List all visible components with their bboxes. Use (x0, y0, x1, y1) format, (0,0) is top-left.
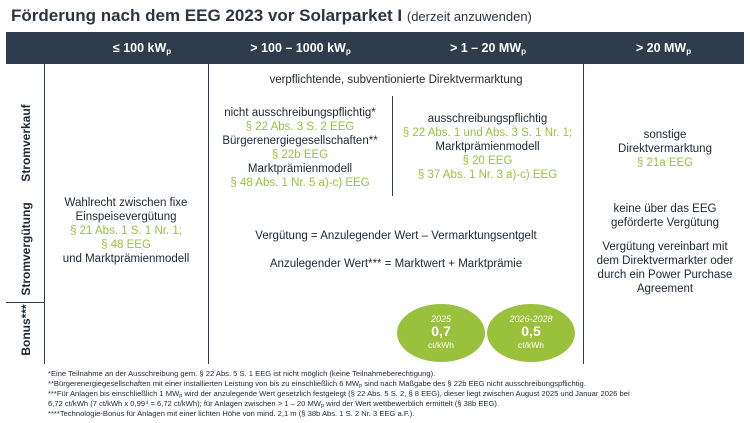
footnote-2: **Bürgerenergiegesellschaften mit einer installierten Leistung von bis zu einschließlich 6 $MW_p$ sind nach Maßgabe des § 22b EEG nicht ausschreibungspflichtig. (48, 379, 586, 389)
footnote-1: *Eine Teilnahme an der Ausschreibung gem. § 22 Abs. 5 S. 1 EEG ist nicht möglich (keine Teilnahmeberechtigung). (48, 369, 436, 378)
cell-col1-wahlrecht: Wahlrecht zwischen fixe Einspeisevergütung § 21 Abs. 1 S. 1 Nr. 1; § 48 EEG und Marktprämienmodell (62, 197, 190, 265)
row-label-stromverguetung: Stromvergütung (19, 202, 33, 296)
cell-col2-nicht-ausschreibungspflichtig: nicht ausschreibungspflichtig* § 22 Abs. 3 S. 2 EEG Bürgerenergiegesellschaften** § 22b EEG Marktprämienmodell § 48 Abs. 1 Nr. 5 a)-c) EEG (222, 107, 378, 189)
title-main: Förderung nach dem EEG 2023 vor Solarparket I (11, 6, 403, 25)
header-col-gt-20mwp: > 20 $MW_p$ (635, 41, 692, 56)
footnote-4: ****Technologie-Bonus für Anlagen mit einer lichten Höhe von mind. 2,1 m (§ 38b Abs. 1 S. 2 Nr. 3 EEG a.F.). (48, 409, 415, 418)
cell-col4-keine-verguetung: keine über das EEG geförderte Vergütung Vergütung vereinbart mit dem Direktvermarkter oder durch ein Power Purchase Agreement (596, 203, 734, 295)
table-header (6, 32, 744, 64)
page-title (11, 6, 532, 26)
bonus-row-divider (6, 302, 44, 303)
header-col-1-20mwp: > 1 – 20 $MW_p$ (449, 41, 527, 56)
footnote-3-continued: 6,72 ct/kWh (7 ct/kWh x 0,99⁴ = 6,72 ct/kWh); für Anlagen zwischen > 1 – 20 $MW_p$ wird der Wert wettbewerblich ermittelt (§ 38b EEG). (48, 399, 500, 409)
formula-verguetung: Vergütung = Anzulegender Wert – Vermarktungsentgelt (255, 230, 537, 242)
bonus-bubble-2026-2028: 2026-2028 0,5 ct/kWh (487, 304, 575, 362)
bonus-bubble-2025: 2025 0,7 ct/kWh (397, 304, 485, 362)
column-divider-2 (392, 96, 393, 196)
footnote-3: ***Für Anlagen bis einschließlich 1 $MW_p$ wird der anzulegende Wert gesetzlich festgelegt (§ 22 Abs. 5 S. 2, § 8 EEG), dieser liegt zwischen August 2025 und Januar 2026 bei (48, 389, 630, 399)
formula-anzulegender-wert: Anzulegender Wert*** = Marktwert + Marktprämie (269, 258, 523, 270)
column-divider-1 (208, 64, 209, 364)
row-label-divider (44, 64, 45, 364)
header-col-100-1000kwp: > 100 – 1000 $kW_p$ (250, 41, 351, 56)
column-divider-3 (583, 64, 584, 364)
row-label-bonus: Bonus*** (19, 304, 33, 356)
cell-col3-ausschreibungspflichtig: ausschreibungspflichtig § 22 Abs. 1 und Abs. 3 S. 1 Nr. 1; Marktprämienmodell § 20 EEG § 37 Abs. 1 Nr. 3 a)-c) EEG (402, 113, 573, 181)
cell-direktvermarktung-span: verpflichtende, subventionierte Direktvermarktung (269, 74, 523, 86)
row-label-stromverkauf: Stromverkauf (19, 104, 33, 182)
title-sub: (derzeit anzuwenden) (406, 9, 532, 24)
header-col-le-100kwp: ≤ 100 $kW_p$ (112, 41, 172, 56)
cell-col4-sonstige-direktvermarktung: sonstige Direktvermarktung § 21a EEG (618, 129, 712, 169)
